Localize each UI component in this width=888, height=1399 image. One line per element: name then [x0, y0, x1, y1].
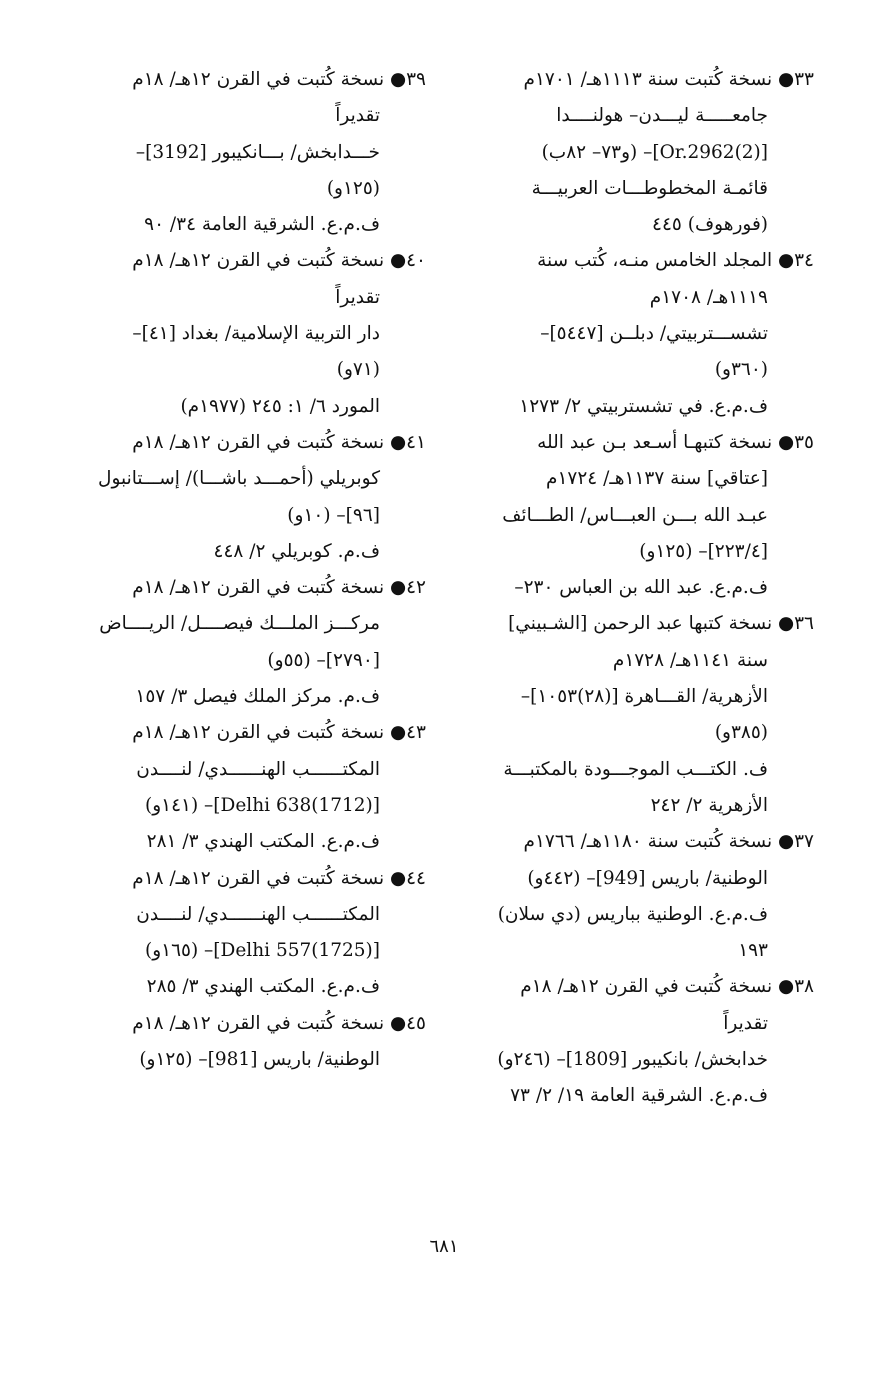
entry-detail-line: ف.م.ع. الشرقية العامة ٣٤/ ٩٠ — [144, 214, 380, 236]
entry-heading-line: ٣٥● نسخة كتبهـا أسـعد بـن عبد الله — [537, 431, 814, 453]
entry-detail-line: خـــدابخش/ بـــانكيبور [3192]– — [135, 141, 380, 163]
right-column — [464, 62, 814, 1115]
entry-detail-line: سنة ١١٤١هـ/ ١٧٢٨م — [612, 649, 768, 671]
entry-detail-line: ف.م. كوبريلي ٢/ ٤٤٨ — [213, 540, 380, 562]
entry-detail-line: (١٢٥و) — [326, 177, 380, 199]
entry-heading-line: ٣٤● المجلد الخامس منـه، كُتب سنة — [537, 250, 814, 272]
manuscript-entry — [464, 425, 814, 606]
entry-heading-line: ٣٦● نسخة كتبها عبد الرحمن [الشـبيني] — [508, 613, 814, 635]
entry-detail-line: ١٩٣ — [738, 940, 768, 962]
entry-heading-line: ٣٧● نسخة كُتبت سنة ١١٨٠هـ/ ١٧٦٦م — [523, 831, 814, 853]
entry-detail-line: قائمـة المخطوطـــات العربيـــة — [531, 177, 768, 199]
entry-detail-line: ف.م.ع. عبد الله بن العباس ٢٣٠– — [514, 577, 768, 599]
entry-detail-line: ف.م.ع. المكتب الهندي ٣/ ٢٨٥ — [146, 976, 380, 998]
entry-detail-line: المورد ٦/ ١: ٢٤٥ (١٩٧٧م) — [180, 395, 380, 417]
entry-detail-line: تشســـتربيتي/ دبلــن [٥٤٤٧]– — [540, 323, 768, 345]
entry-detail-line: ف.م.ع. الوطنية بباريس (دي سلان) — [497, 903, 768, 925]
manuscript-entry — [76, 62, 426, 243]
entry-detail-line: [Delhi 557(1725)]– (١٦٥و) — [144, 940, 380, 962]
entry-detail-line: تقديراً — [335, 286, 380, 308]
entry-heading-line: ٣٨● نسخة كُتبت في القرن ١٢هـ/ ١٨م — [520, 976, 814, 998]
entry-detail-line: ف.م.ع. الشرقية العامة ١٩/ ٢/ ٧٣ — [510, 1085, 768, 1107]
entry-heading-line: ٣٩● نسخة كُتبت في القرن ١٢هـ/ ١٨م — [132, 69, 426, 90]
entry-detail-line: ف.م.ع. المكتب الهندي ٣/ ٢٨١ — [146, 831, 380, 853]
entry-detail-line: المكتــــــب الهنــــــدي/ لنــــدن — [136, 903, 380, 925]
entry-detail-line: (فورهوف) ٤٤٥ — [652, 214, 768, 236]
entry-detail-line: ١١١٩هـ/ ١٧٠٨م — [649, 286, 768, 308]
manuscript-entry — [464, 606, 814, 824]
entry-detail-line: [٢٧٩٠]– (٥٥و) — [267, 649, 380, 671]
entry-heading-line: ٤٤● نسخة كُتبت في القرن ١٢هـ/ ١٨م — [132, 867, 426, 889]
entry-heading-line: ٤١● نسخة كُتبت في القرن ١٢هـ/ ١٨م — [132, 431, 426, 453]
entry-detail-line: خدابخش/ بانكيبور [1809]– (٢٤٦و) — [497, 1049, 768, 1071]
entry-detail-line: [Delhi 638(1712)]– (١٤١و) — [144, 794, 380, 816]
manuscript-entry — [76, 861, 426, 1006]
manuscript-entry — [464, 824, 814, 969]
page-number: ٦٨١ — [429, 1236, 459, 1257]
entry-detail-line: [٢٢٣/٤]– (١٢٥و) — [639, 540, 768, 562]
entry-detail-line: الأزهرية/ القـــاهرة [(٢٨)١٠٥٣]– — [520, 686, 768, 708]
entry-detail-line: الأزهرية ٢/ ٢٤٢ — [650, 794, 768, 816]
entry-heading-line: ٤٣● نسخة كُتبت في القرن ١٢هـ/ ١٨م — [132, 722, 426, 744]
entry-detail-line: دار التربية الإسلامية/ بغداد [٤١]– — [132, 323, 380, 345]
entry-heading-line: ٤٢● نسخة كُتبت في القرن ١٢هـ/ ١٨م — [132, 577, 426, 599]
entry-detail-line: (٧١و) — [336, 359, 380, 381]
entry-heading-line: ٤٠● نسخة كُتبت في القرن ١٢هـ/ ١٨م — [132, 250, 426, 272]
entry-detail-line: [Or.2962(2)]– (و٧٣– ٨٢ب) — [541, 141, 768, 163]
entry-detail-line: (٣٨٥و) — [714, 722, 768, 744]
manuscript-entry — [76, 570, 426, 715]
entry-detail-line: [عتاقي] سنة ١١٣٧هـ/ ١٧٢٤م — [546, 468, 768, 490]
entry-detail-line: ف. الكتـــب الموجـــودة بالمكتبـــة — [503, 758, 768, 780]
entry-detail-line: (٣٦٠و) — [714, 359, 768, 381]
manuscript-entry — [76, 425, 426, 570]
entry-detail-line: [٩٦]– (١٠و) — [287, 504, 380, 526]
entry-detail-line: ف.م.ع. في تشستربيتي ٢/ ١٢٧٣ — [519, 395, 768, 417]
entry-detail-line: الوطنية/ باريس [949]– (٤٤٢و) — [527, 867, 768, 889]
entry-heading-line: ٤٥● نسخة كُتبت في القرن ١٢هـ/ ١٨م — [132, 1012, 426, 1034]
entry-detail-line: تقديراً — [335, 105, 380, 127]
manuscript-entry — [76, 1006, 426, 1079]
entry-heading-line: ٣٣● نسخة كُتبت سنة ١١١٣هـ/ ١٧٠١م — [523, 69, 814, 90]
entry-detail-line: المكتــــــب الهنــــــدي/ لنــــدن — [136, 758, 380, 780]
entry-detail-line: جامعـــــة ليـــدن– هولنــــدا — [556, 105, 768, 127]
manuscript-entry — [464, 969, 814, 1114]
entry-detail-line: عبـد الله بـــن العبـــاس/ الطـــائف — [502, 504, 768, 526]
manuscript-entry — [76, 715, 426, 860]
entry-detail-line: تقديراً — [723, 1012, 768, 1034]
entry-detail-line: ف.م. مركز الملك فيصل ٣/ ١٥٧ — [135, 686, 380, 708]
entry-detail-line: مركـــز الملـــك فيصــــل/ الريــــاض — [99, 613, 380, 635]
manuscript-entry — [76, 243, 426, 424]
manuscript-entry — [464, 62, 814, 243]
manuscript-entry — [464, 243, 814, 424]
left-column — [76, 62, 426, 1078]
entry-detail-line: كوبريلي (أحمـــد باشـــا)/ إســـتانبول — [98, 468, 380, 490]
entry-detail-line: الوطنية/ باريس [981]– (١٢٥و) — [139, 1049, 380, 1071]
